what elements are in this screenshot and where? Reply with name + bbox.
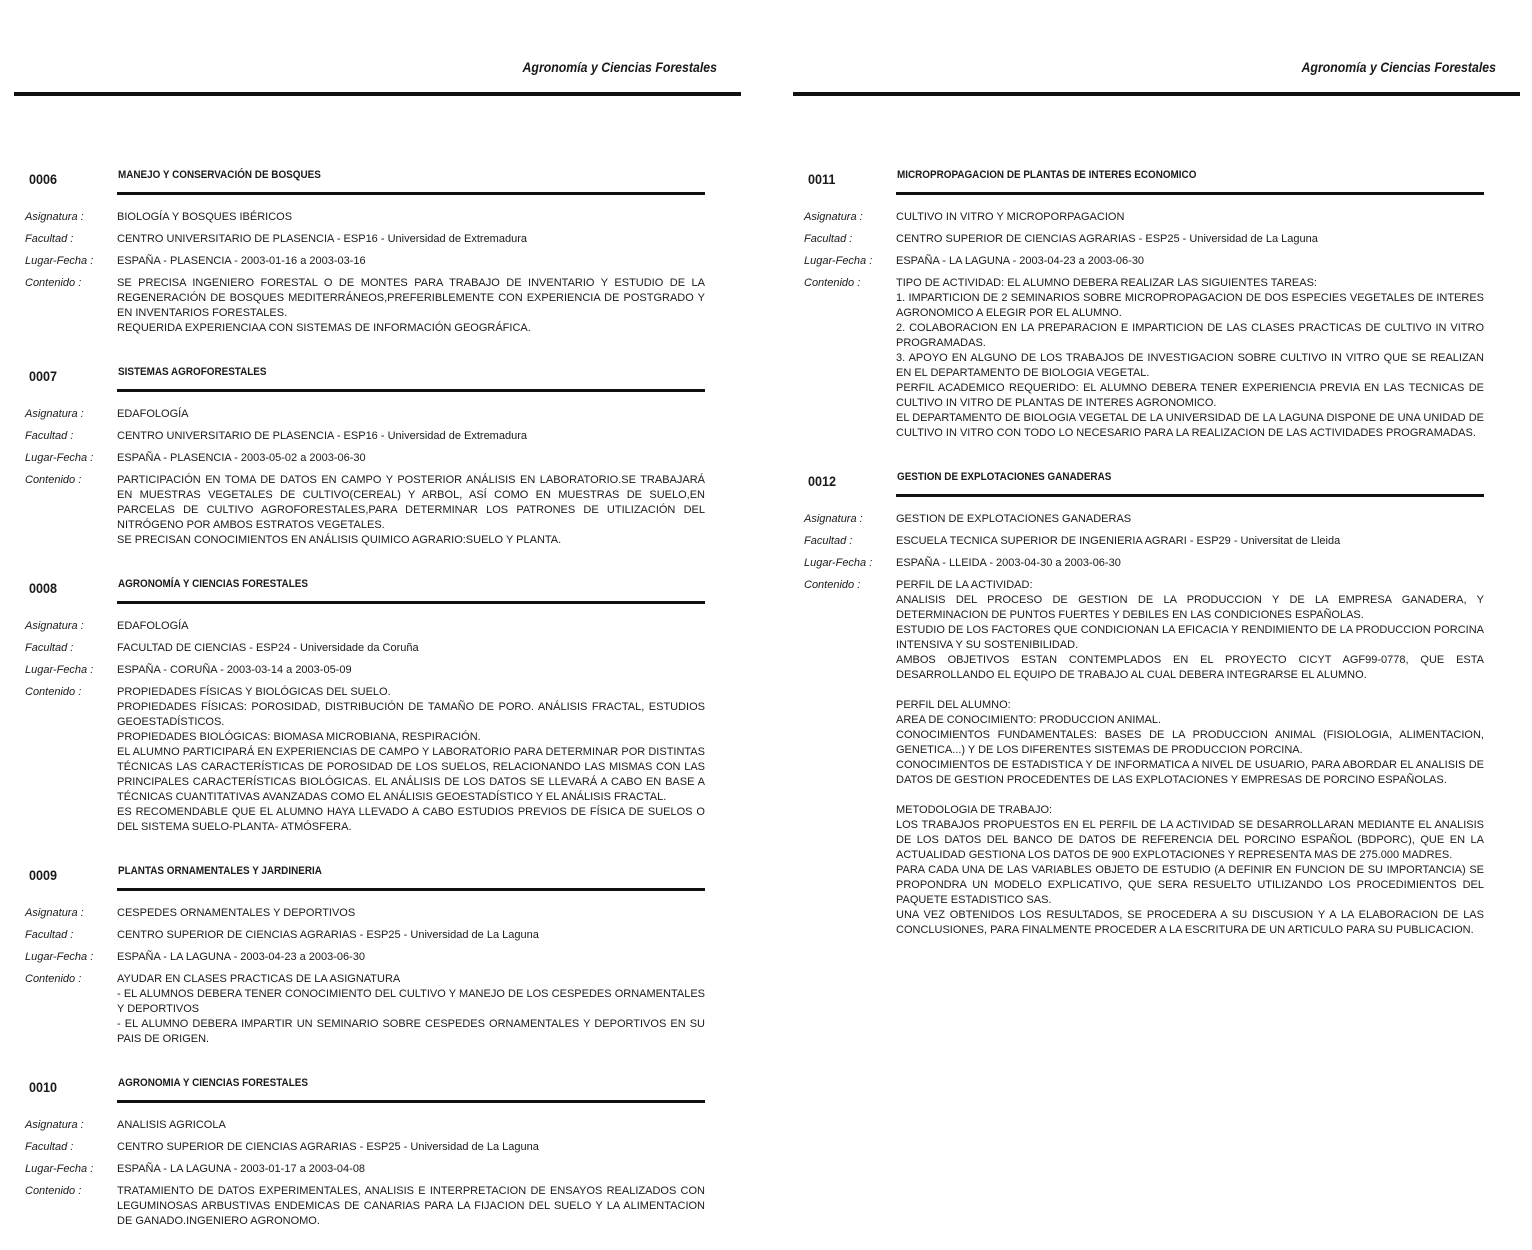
field-label: Lugar-Fecha :: [25, 1163, 94, 1175]
entry-header: [14, 357, 741, 384]
field-label: Facultad :: [25, 233, 74, 245]
entry-header: [14, 160, 741, 187]
entry-rule: [117, 192, 705, 195]
entry-title: GESTION DE EXPLOTACIONES GANADERAS: [897, 471, 1112, 483]
field-value: ESPAÑA - LA LAGUNA - 2003-01-17 a 2003-04-08: [117, 1163, 366, 1175]
listing-entry: [793, 462, 1520, 938]
contenido-paragraph: ES RECOMENDABLE QUE EL ALUMNO HAYA LLEVADO A CABO ESTUDIOS PREVIOS DE FÍSICA DE SUELOS O DEL SISTEMA SUELO-PLANTA- ATMÓSFERA.: [117, 806, 705, 833]
lugar-fecha-field: [14, 254, 741, 269]
entry-list: [14, 160, 741, 1250]
contenido-paragraph: PERFIL DEL ALUMNO:: [896, 699, 1011, 711]
contenido-paragraph: TIPO DE ACTIVIDAD: EL ALUMNO DEBERA REALIZAR LAS SIGUIENTES TAREAS:: [896, 277, 1317, 289]
field-label: Lugar-Fecha :: [804, 557, 873, 569]
field-label: Asignatura :: [25, 211, 84, 223]
field-value: CESPEDES ORNAMENTALES Y DEPORTIVOS: [117, 907, 356, 919]
entry-code: 0011: [808, 171, 836, 187]
lugar-fecha-field: [14, 663, 741, 678]
field-label: Asignatura :: [804, 513, 863, 525]
field-value: [117, 473, 705, 548]
lugar-fecha-field: [14, 451, 741, 466]
field-value: ESPAÑA - PLASENCIA - 2003-01-16 a 2003-03-16: [117, 255, 366, 267]
entry-list: [793, 160, 1520, 959]
contenido-paragraph: PROPIEDADES BIOLÓGICAS: BIOMASA MICROBIANA, RESPIRACIÓN.: [117, 731, 481, 743]
listing-entry: [14, 357, 741, 548]
field-value: EDAFOLOGÍA: [117, 620, 189, 632]
entry-header: [793, 160, 1520, 187]
contenido-paragraph: PERFIL DE LA ACTIVIDAD:: [896, 579, 1033, 591]
contenido-paragraph: ESTUDIO DE LOS FACTORES QUE CONDICIONAN LA EFICACIA Y RENDIMIENTO DE LA PRODUCCION PORCINA INTENSIVA Y SU SOSTENIBILIDAD.: [896, 624, 1484, 651]
contenido-paragraph: LOS TRABAJOS PROPUESTOS EN EL PERFIL DE LA ACTIVIDAD SE DESARROLLARAN MEDIANTE EL ANALISIS DE LOS DATOS DEL BANCO DE DATOS DE REFERENCIA DEL PORCINO ESPAÑOL (BDPORC), QUE EN LA ACTUALIDAD GESTIONA LOS DATOS DE 900 EXPLOTACIONES Y REPRESENTA MAS DE 275.000 MADRES.: [896, 819, 1484, 861]
field-label: Contenido :: [25, 973, 82, 985]
contenido-paragraph: AYUDAR EN CLASES PRACTICAS DE LA ASIGNATURA: [117, 973, 401, 985]
contenido-paragraph: REQUERIDA EXPERIENCIAA CON SISTEMAS DE INFORMACIÓN GEOGRÁFICA.: [117, 322, 531, 334]
field-label: Facultad :: [25, 929, 74, 941]
field-value: [117, 1184, 705, 1229]
left-page: [14, 0, 741, 1238]
right-page: [793, 0, 1520, 1238]
entry-code: 0007: [29, 368, 58, 384]
contenido-paragraph: TRATAMIENTO DE DATOS EXPERIMENTALES, ANALISIS E INTERPRETACION DE ENSAYOS REALIZADOS CON LEGUMINOSAS ARBUSTIVAS ENDEMICAS DE CANARIAS PARA LA FIJACION DEL SUELO Y LA ALIMENTACION DE GANADO.INGENIERO AGRONOMO.: [117, 1185, 705, 1227]
entry-code: 0012: [808, 473, 837, 489]
contenido-paragraph: - EL ALUMNOS DEBERA TENER CONOCIMIENTO DEL CULTIVO Y MANEJO DE LOS CESPEDES ORNAMENTALES Y DEPORTIVOS: [117, 988, 705, 1015]
asignatura-field: [793, 210, 1520, 225]
listing-entry: [14, 160, 741, 336]
contenido-paragraph: AMBOS OBJETIVOS ESTAN CONTEMPLADOS EN EL PROYECTO CICYT AGF99-0778, QUE ESTA DESARROLLANDO EL EQUIPO DE TRABAJO AL CUAL DEBERA INTEGRARSE EL ALUMNO.: [896, 654, 1484, 681]
field-label: Contenido :: [25, 277, 82, 289]
entry-rule: [117, 601, 705, 604]
entry-title: MANEJO Y CONSERVACIÓN DE BOSQUES: [118, 169, 321, 181]
contenido-field: [14, 1184, 741, 1229]
entry-code: 0008: [29, 580, 58, 596]
asignatura-field: [14, 1118, 741, 1133]
contenido-paragraph: EL DEPARTAMENTO DE BIOLOGIA VEGETAL DE LA UNIVERSIDAD DE LA LAGUNA DISPONE DE UNA UNIDAD DE CULTIVO IN VITRO CON TODO LO NECESARIO PARA LA REALIZACION DE LAS ACTIVIDADES PROGRAMADAS.: [896, 412, 1484, 439]
entry-rule: [117, 888, 705, 891]
field-label: Asignatura :: [25, 620, 84, 632]
field-label: Facultad :: [804, 233, 853, 245]
contenido-paragraph: - EL ALUMNO DEBERA IMPARTIR UN SEMINARIO SOBRE CESPEDES ORNAMENTALES Y DEPORTIVOS EN SU PAIS DE ORIGEN.: [117, 1018, 705, 1045]
contenido-paragraph: METODOLOGIA DE TRABAJO:: [896, 804, 1053, 816]
entry-title: AGRONOMIA Y CIENCIAS FORESTALES: [118, 1077, 308, 1089]
field-value: [896, 578, 1484, 938]
contenido-paragraph: EL ALUMNO PARTICIPARÁ EN EXPERIENCIAS DE CAMPO Y LABORATORIO PARA DETERMINAR POR DISTINTAS TÉCNICAS LAS CARACTERÍSTICAS DE POROSIDAD DE LOS SUELOS, RELACIONANDO LAS MISMAS CON LAS PRINCIPALES CARACTERÍSTICAS BIOLÓGICAS. EL ANÁLISIS DE LOS DATOS SE LLEVARÁ A CABO EN BASE A TÉCNICAS CUANTITATIVAS AVANZADAS COMO EL ANÁLISIS GEOESTADÍSTICO Y EL ANÁLISIS FRACTAL.: [117, 746, 705, 803]
contenido-paragraph: AREA DE CONOCIMIENTO: PRODUCCION ANIMAL.: [896, 714, 1162, 726]
field-label: Contenido :: [804, 277, 861, 289]
field-label: Contenido :: [25, 474, 82, 486]
field-value: [117, 276, 705, 336]
contenido-field: [14, 685, 741, 835]
contenido-paragraph: CONOCIMIENTOS FUNDAMENTALES: BASES DE LA PRODUCCION ANIMAL (FISIOLOGIA, ALIMENTACION, GENETICA...) Y DE LOS DIFERENTES SISTEMAS DE PRODUCCION PORCINA.: [896, 729, 1484, 756]
field-value: ESPAÑA - LA LAGUNA - 2003-04-23 a 2003-06-30: [896, 255, 1145, 267]
contenido-paragraph: SE PRECISAN CONOCIMIENTOS EN ANÁLISIS QUIMICO AGRARIO:SUELO Y PLANTA.: [117, 534, 562, 546]
entry-header: [793, 462, 1520, 489]
lugar-fecha-field: [793, 556, 1520, 571]
contenido-paragraph: SE PRECISA INGENIERO FORESTAL O DE MONTES PARA TRABAJO DE INVENTARIO Y ESTUDIO DE LA REGENERACIÓN DE BOSQUES MEDITERRÁNEOS,PREFERIBLEMENTE CON EXPERIENCIA DE POSTGRADO Y EN INVENTARIOS FORESTALES.: [117, 277, 705, 319]
field-value: CENTRO SUPERIOR DE CIENCIAS AGRARIAS - ESP25 - Universidad de La Laguna: [117, 929, 539, 941]
field-value: FACULTAD DE CIENCIAS - ESP24 - Universidade da Coruña: [117, 642, 419, 654]
field-label: Facultad :: [25, 1141, 74, 1153]
asignatura-field: [14, 619, 741, 634]
listing-entry: [14, 569, 741, 835]
contenido-paragraph: PERFIL ACADEMICO REQUERIDO: EL ALUMNO DEBERA TENER EXPERIENCIA PREVIA EN LAS TECNICAS DE CULTIVO IN VITRO DE PLANTAS DE INTERES AGRONOMICO.: [896, 382, 1484, 409]
entry-title: SISTEMAS AGROFORESTALES: [118, 366, 267, 378]
entry-header: [14, 856, 741, 883]
entry-rule: [896, 192, 1484, 195]
asignatura-field: [14, 407, 741, 422]
field-value: CENTRO SUPERIOR DE CIENCIAS AGRARIAS - ESP25 - Universidad de La Laguna: [896, 233, 1318, 245]
contenido-field: [14, 276, 741, 336]
field-label: Lugar-Fecha :: [25, 255, 94, 267]
entry-title: AGRONOMÍA Y CIENCIAS FORESTALES: [118, 578, 308, 590]
asignatura-field: [793, 512, 1520, 527]
contenido-paragraph: CONOCIMIENTOS DE ESTADISTICA Y DE INFORMATICA A NIVEL DE USUARIO, PARA ABORDAR EL ANALISIS DE DATOS DE GESTION PROCEDENTES DE LAS EXPLOTACIONES Y EMPRESAS DE PORCINO ESPAÑOLAS.: [896, 759, 1484, 786]
paragraph-gap: [896, 788, 1484, 803]
entry-title: PLANTAS ORNAMENTALES Y JARDINERIA: [118, 865, 322, 877]
field-label: Lugar-Fecha :: [25, 951, 94, 963]
contenido-paragraph: PARTICIPACIÓN EN TOMA DE DATOS EN CAMPO Y POSTERIOR ANÁLISIS EN LABORATORIO.SE TRABAJARÁ EN MUESTRAS VEGETALES DE CULTIVO(CEREAL) Y ARBOL, ASÍ COMO EN MUESTRAS DE SUELO,EN PARCELAS DE CULTIVO AGROFORESTALES,PARA DETERMINAR LOS PATRONES DE UTILIZACIÓN DEL NITRÓGENO POR AMBOS ESTRATOS VEGETALES.: [117, 474, 705, 531]
field-label: Lugar-Fecha :: [804, 255, 873, 267]
contenido-paragraph: 3. APOYO EN ALGUNO DE LOS TRABAJOS DE INVESTIGACION SOBRE CULTIVO IN VITRO QUE SE REALIZAN EN EL DEPARTAMENTO DE BIOLOGIA VEGETAL.: [896, 352, 1484, 379]
facultad-field: [793, 232, 1520, 247]
entry-title: MICROPROPAGACION DE PLANTAS DE INTERES ECONOMICO: [897, 169, 1197, 181]
field-label: Contenido :: [804, 579, 861, 591]
field-label: Facultad :: [25, 642, 74, 654]
field-label: Lugar-Fecha :: [25, 452, 94, 464]
lugar-fecha-field: [793, 254, 1520, 269]
field-label: Facultad :: [804, 535, 853, 547]
asignatura-field: [14, 906, 741, 921]
field-label: Asignatura :: [804, 211, 863, 223]
header-rule: [793, 92, 1520, 96]
field-value: ESPAÑA - LLEIDA - 2003-04-30 a 2003-06-30: [896, 557, 1121, 569]
field-label: Lugar-Fecha :: [25, 664, 94, 676]
field-value: CENTRO UNIVERSITARIO DE PLASENCIA - ESP16 - Universidad de Extremadura: [117, 233, 527, 245]
contenido-field: [14, 473, 741, 548]
lugar-fecha-field: [14, 1162, 741, 1177]
field-value: CULTIVO IN VITRO Y MICROPORPAGACION: [896, 211, 1125, 223]
facultad-field: [14, 641, 741, 656]
field-value: ESPAÑA - PLASENCIA - 2003-05-02 a 2003-06-30: [117, 452, 366, 464]
listing-entry: [14, 1068, 741, 1229]
facultad-field: [14, 1140, 741, 1155]
entry-rule: [117, 389, 705, 392]
entry-code: 0010: [29, 1079, 58, 1095]
field-value: ESPAÑA - LA LAGUNA - 2003-04-23 a 2003-06-30: [117, 951, 366, 963]
listing-entry: [793, 160, 1520, 441]
entry-rule: [896, 494, 1484, 497]
contenido-paragraph: PROPIEDADES FÍSICAS: POROSIDAD, DISTRIBUCIÓN DE TAMAÑO DE PORO. ANÁLISIS FRACTAL, ESTUDIOS GEOESTADÍSTICOS.: [117, 701, 705, 728]
contenido-paragraph: PROPIEDADES FÍSICAS Y BIOLÓGICAS DEL SUELO.: [117, 686, 391, 698]
contenido-paragraph: ANALISIS DEL PROCESO DE GESTION DE LA PRODUCCION Y DE LA EMPRESA GANADERA, Y DETERMINACION DE PUNTOS FUERTES Y DEBILES EN LAS CONDICIONES ESPAÑOLAS.: [896, 594, 1484, 621]
entry-rule: [117, 1100, 705, 1103]
field-value: CENTRO UNIVERSITARIO DE PLASENCIA - ESP16 - Universidad de Extremadura: [117, 430, 527, 442]
entry-code: 0009: [29, 867, 58, 883]
contenido-paragraph: UNA VEZ OBTENIDOS LOS RESULTADOS, SE PROCEDERA A SU DISCUSION Y A LA ELABORACION DE LAS CONCLUSIONES, PARA FINALMENTE PROCEDER A LA ESCRITURA DE UN ARTICULO PARA SU PUBLICACION.: [896, 909, 1484, 936]
contenido-paragraph: 2. COLABORACION EN LA PREPARACION E IMPARTICION DE LAS CLASES PRACTICAS DE CULTIVO IN VITRO PROGRAMADAS.: [896, 322, 1484, 349]
contenido-paragraph: PARA CADA UNA DE LAS VARIABLES OBJETO DE ESTUDIO (A DEFINIR EN FUNCION DE SU IMPORTANCIA) SE PROPONDRA UN MODELO EXPLICATIVO, QUE SERA RESUELTO UTILIZANDO LOS PROCEDIMIENTOS DEL PAQUETE ESTADISTICO SAS.: [896, 864, 1484, 906]
entry-code: 0006: [29, 171, 58, 187]
facultad-field: [14, 928, 741, 943]
running-header: Agronomía y Ciencias Forestales: [522, 59, 717, 75]
field-label: Asignatura :: [25, 907, 84, 919]
field-value: [896, 276, 1484, 441]
facultad-field: [14, 429, 741, 444]
field-label: Asignatura :: [25, 1119, 84, 1131]
field-value: ANALISIS AGRICOLA: [117, 1119, 226, 1131]
contenido-field: [793, 276, 1520, 441]
field-label: Contenido :: [25, 686, 82, 698]
field-label: Asignatura :: [25, 408, 84, 420]
field-value: CENTRO SUPERIOR DE CIENCIAS AGRARIAS - ESP25 - Universidad de La Laguna: [117, 1141, 539, 1153]
field-value: GESTION DE EXPLOTACIONES GANADERAS: [896, 513, 1132, 525]
lugar-fecha-field: [14, 950, 741, 965]
field-value: [117, 685, 705, 835]
contenido-paragraph: 1. IMPARTICION DE 2 SEMINARIOS SOBRE MICROPROPAGACION DE DOS ESPECIES VEGETALES DE INTERES AGRONOMICO A ELEGIR POR EL ALUMNO.: [896, 292, 1484, 319]
entry-header: [14, 1068, 741, 1095]
field-value: BIOLOGÍA Y BOSQUES IBÉRICOS: [117, 211, 293, 223]
field-value: [117, 972, 705, 1047]
contenido-field: [14, 972, 741, 1047]
entry-header: [14, 569, 741, 596]
field-label: Facultad :: [25, 430, 74, 442]
facultad-field: [793, 534, 1520, 549]
asignatura-field: [14, 210, 741, 225]
facultad-field: [14, 232, 741, 247]
field-value: ESCUELA TECNICA SUPERIOR DE INGENIERIA AGRARI - ESP29 - Universitat de Lleida: [896, 535, 1341, 547]
running-header: Agronomía y Ciencias Forestales: [1301, 59, 1496, 75]
contenido-field: [793, 578, 1520, 938]
header-rule: [14, 92, 741, 96]
field-value: ESPAÑA - CORUÑA - 2003-03-14 a 2003-05-09: [117, 664, 352, 676]
field-label: Contenido :: [25, 1185, 82, 1197]
paragraph-gap: [896, 683, 1484, 698]
listing-entry: [14, 856, 741, 1047]
field-value: EDAFOLOGÍA: [117, 408, 189, 420]
